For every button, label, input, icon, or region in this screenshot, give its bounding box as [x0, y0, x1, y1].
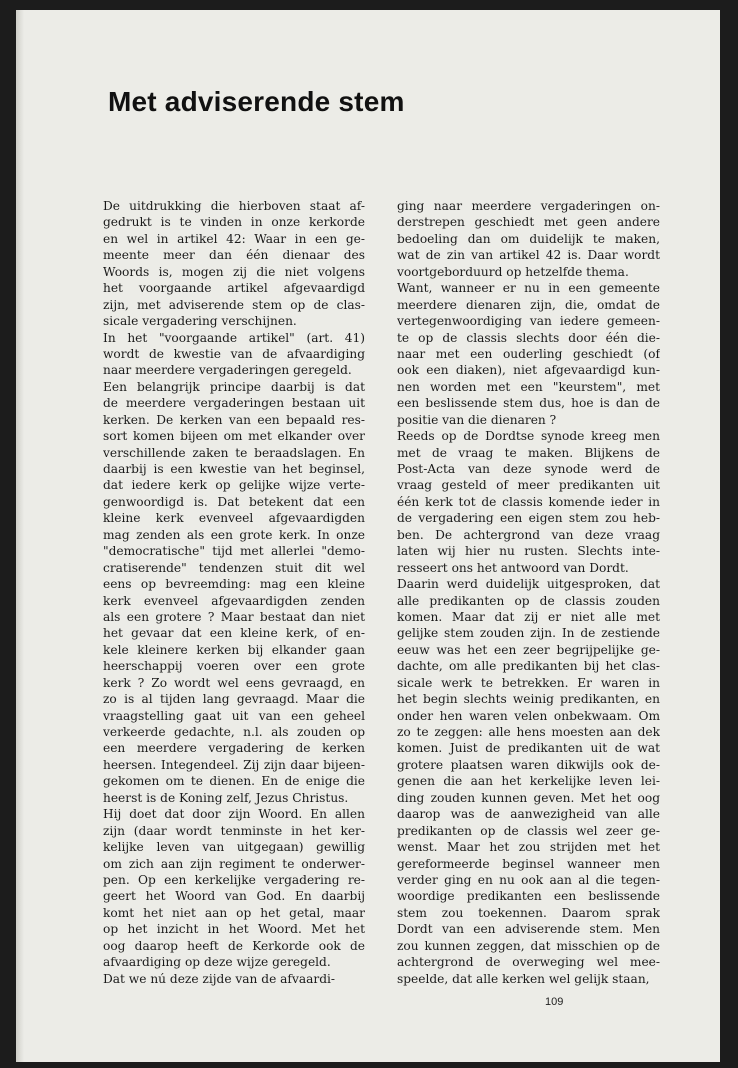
text-line: bedoeling dan om duidelijk te maken, [397, 231, 660, 246]
text-line: speelde, dat alle kerken wel gelijk staan, [397, 971, 650, 986]
text-line: kerk ? Zo wordt wel eens gevraagd, en [103, 675, 365, 690]
text-line: vraagstelling gaat uit van een geheel [103, 708, 365, 723]
page-number: 109 [545, 996, 564, 1008]
text-line: grotere plaatsen waren dikwijls ook de- [397, 757, 660, 772]
text-line: woordige predikanten een beslissende [397, 889, 660, 904]
page [16, 10, 720, 1062]
text-line: gereformeerde beginsel wanneer men [397, 856, 660, 871]
text-line: kerken. De kerken van een bepaald res- [103, 412, 365, 427]
text-line: positie van die dienaren ? [397, 412, 557, 427]
text-line: Dordt van een adviserende stem. Men [397, 922, 660, 937]
text-line: nen worden met een "keurstem", met [397, 379, 660, 394]
text-line: dat iedere kerk op gelijke wijze verte- [103, 478, 365, 493]
text-line: verkeerde gedachte, n.l. als zouden op [103, 725, 365, 739]
text-line: het voorgaande artikel afgevaardigd [103, 281, 365, 296]
text-line: Een belangrijk principe daarbij is dat [103, 379, 365, 394]
text-line: vertegenwoordiging van iedere gemeen- [397, 314, 660, 329]
text-line: stem zou toekennen. Daarom sprak [397, 905, 660, 920]
text-line: wat de zin van artikel 42 is. Daar wordt [397, 248, 660, 263]
text-line: heerschappij voeren over een grote [103, 659, 365, 674]
text-line: kele kleinere kerken bij elkander gaan [103, 642, 365, 657]
text-line: naar met een ouderling geschiedt (of [397, 346, 660, 361]
text-line: sicale vergadering verschijnen. [103, 314, 297, 329]
text-line: een beslissende stem dus, hoe is dan de [397, 396, 660, 411]
text-line: dachte, om alle predikanten bij het clas- [397, 659, 660, 674]
text-line: "democratische" tijd met allerlei "demo- [103, 544, 365, 559]
text-line: afvaardiging op deze wijze geregeld. [103, 955, 331, 970]
text-line: In het "voorgaande artikel" (art. 41) [103, 330, 365, 345]
text-line: Post-Acta van deze synode werd de [397, 462, 660, 476]
right-column [397, 198, 660, 987]
text-line: zou kunnen zeggen, dat misschien op de [397, 938, 660, 953]
text-line: mag zenden als een grote kerk. In onze [103, 527, 365, 542]
text-line: meente meer dan één dienaar des [103, 248, 365, 263]
text-line: voortgeborduurd op hetzelfde thema. [397, 264, 629, 279]
text-line: geert het Woord van God. En daarbij [103, 889, 365, 904]
text-line: de meerdere vergaderingen bestaan uit [103, 396, 365, 411]
text-line: verschillende zaken te beraadslagen. En [103, 445, 365, 460]
text-line: ben. De achtergrond van deze vraag [397, 527, 660, 542]
text-line: achtergrond de overweging wel mee- [397, 955, 660, 970]
text-line: heersen. Integendeel. Zij zijn daar bijeen- [103, 757, 365, 772]
text-line: zo te zeggen: alle hens moesten aan dek [397, 725, 660, 739]
text-line: heerst is de Koning zelf, Jezus Christus. [103, 790, 349, 805]
text-line: derstrepen geschiedt met geen andere [397, 215, 660, 230]
text-line: komen. Maar dat zij er niet alle met [397, 609, 660, 624]
text-line: daarbij is een kwestie van het beginsel, [103, 462, 365, 476]
text-line: als een grotere ? Maar bestaat dan niet [103, 609, 365, 624]
text-line: het begin slechts weinig predikanten, en [397, 692, 660, 707]
left-column [103, 198, 365, 987]
text-line: Woords is, mogen zij die niet volgens [103, 264, 365, 279]
text-line: Want, wanneer er nu in een gemeente [397, 281, 660, 296]
article-title: Met adviserende stem [108, 86, 405, 117]
text-line: op het inzicht in het Woord. Met het [103, 922, 365, 937]
text-line: sort komen bijeen om met elkander over [103, 429, 365, 444]
text-line: Hij doet dat door zijn Woord. En allen [103, 807, 365, 822]
text-line: het gevaar dat een kleine kerk, of en- [103, 626, 365, 641]
text-line: eeuw was het een zeer begrijpelijke ge- [397, 642, 660, 657]
text-line: sicale werk te betrekken. Er waren in [397, 675, 660, 690]
text-line: komen. Juist de predikanten uit de wat [397, 741, 660, 756]
text-line: ding zouden kunnen geven. Met het oog [397, 790, 660, 805]
text-line: laten wij hier nu rusten. Slechts inte- [397, 544, 660, 559]
text-line: wordt de kwestie van de afvaardiging [103, 346, 365, 361]
text-line: een meerdere vergadering de kerken [103, 741, 365, 756]
text-line: ging naar meerdere vergaderingen on- [397, 199, 660, 213]
text-line: De uitdrukking die hierboven staat af- [103, 199, 365, 213]
text-line: zijn, met adviserende stem op de clas- [103, 297, 365, 312]
text-line: Reeds op de Dordtse synode kreeg men [397, 429, 660, 444]
text-line: om zich aan zijn regiment te onderwer- [103, 856, 365, 871]
text-line: kelijke leven van uitgegaan) gewillig [103, 840, 365, 855]
text-line: zijn (daar wordt tenminste in het ker- [103, 823, 365, 838]
text-line: zo is al tijden lang gevraagd. Maar die [103, 692, 365, 707]
text-line: gekomen om te dienen. En de enige die [103, 774, 365, 789]
text-line: eens op bevreemding: mag een kleine [103, 577, 365, 592]
text-line: en wel in artikel 42: Waar in een ge- [103, 231, 365, 246]
text-line: de vergadering een eigen stem zou heb- [397, 511, 660, 526]
text-line: verder ging en nu ook aan al die tegen- [397, 872, 660, 887]
text-line: predikanten op de classis wel zeer ge- [397, 823, 660, 838]
text-line: kleine kerk evenveel afgevaardigden [103, 511, 365, 526]
text-line: genwoordigd is. Dat betekent dat een [103, 494, 365, 509]
text-line: resseert ons het antwoord van Dordt. [397, 560, 629, 575]
text-line: daarop was de aanwezigheid van alle [397, 807, 660, 822]
text-line: naar meerdere vergaderingen geregeld. [103, 363, 352, 378]
text-line: met de vraag te maken. Blijkens de [397, 445, 660, 460]
text-line: cratiserende" tendenzen stuit dit wel [103, 560, 365, 575]
text-line: kerk evenveel afgevaardigden zenden [103, 593, 365, 608]
text-line: ook een diaken), niet afgevaardigd kun- [397, 363, 660, 378]
text-line: vraag gesteld of meer predikanten uit [397, 478, 660, 493]
page-spine [16, 10, 24, 1062]
text-line: gedrukt is te vinden in onze kerkorde [103, 215, 365, 230]
text-line: komt het niet aan op het getal, maar [103, 905, 365, 920]
text-line: onder hen waren velen onbekwaam. Om [397, 708, 660, 723]
text-line: te op de classis slechts door één die- [397, 330, 660, 345]
text-line: oog daarop heeft de Kerkorde ook de [103, 938, 365, 953]
text-line: meerdere dienaren zijn, die, omdat de [397, 297, 660, 312]
text-line: genen die aan het kerkelijke leven lei- [397, 774, 660, 789]
text-line: gelijke stem zouden zijn. In de zestiende [397, 626, 660, 641]
text-line: alle predikanten op de classis zouden [397, 593, 660, 608]
text-line: Dat we nú deze zijde van de afvaardi- [103, 971, 336, 986]
text-line: één kerk tot de classis komende ieder in [397, 494, 660, 509]
text-line: Daarin werd duidelijk uitgesproken, dat [397, 577, 660, 592]
text-line: wenst. Maar het zou strijden met het [397, 840, 660, 855]
text-line: pen. Op een kerkelijke vergadering re- [103, 872, 365, 887]
